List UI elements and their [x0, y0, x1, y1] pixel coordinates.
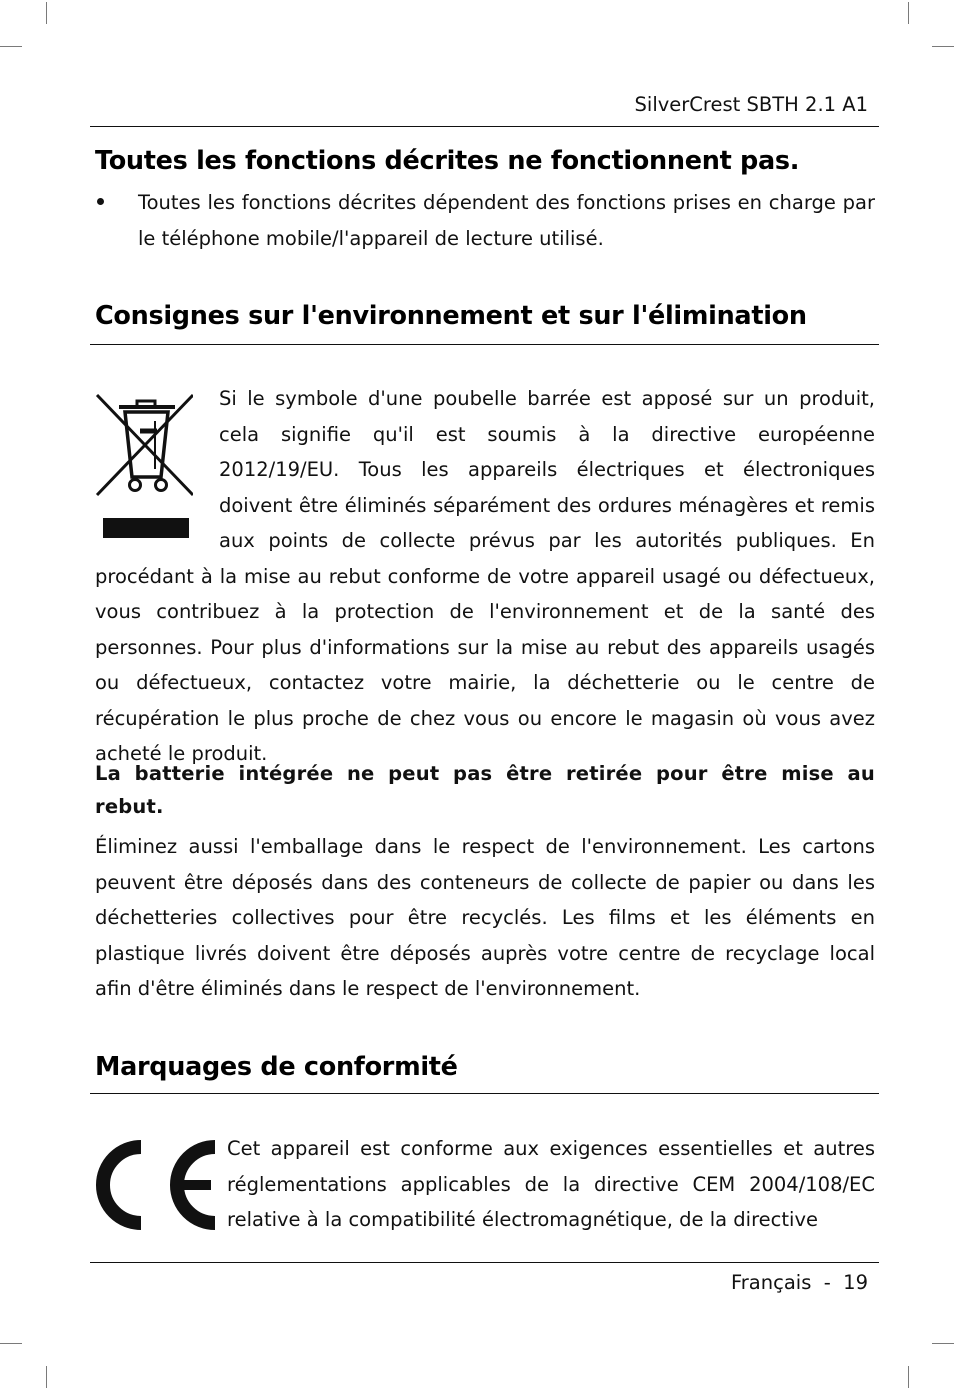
crop-mark [0, 1343, 22, 1344]
battery-note: La batterie intégrée ne peut pas être retirée pour être mise au rebut. [95, 762, 875, 818]
ce-mark-icon [95, 1139, 219, 1231]
section-heading-environment: Consignes sur l'environnement et sur l'élimination [95, 301, 807, 331]
bullet-icon [97, 198, 104, 205]
section-rule [90, 344, 879, 345]
section-heading-conformity: Marquages de conformité [95, 1052, 458, 1082]
header-rule [90, 126, 879, 127]
crop-mark [932, 46, 954, 47]
bullet-list-item [95, 185, 875, 256]
packaging-paragraph: Éliminez aussi l'emballage dans le respect de l'environnement. Les cartons peuvent être déposés dans des conteneurs de collecte de papier ou dans les déchetteries collectives pour être recyclés. Les films et les éléments en plastique livrés doivent être déposés auprès votre centre de recyclage local afin d'être éliminés dans le respect de l'environnement. [95, 835, 875, 1000]
ce-paragraph [95, 1131, 875, 1237]
ce-text: Cet appareil est conforme aux exigences essentielles et autres réglementations applicables de la directive CEM 2004/108/EC relative à la compatibilité électromagnétique, de la directive [227, 1137, 875, 1231]
crop-mark [932, 1343, 954, 1344]
crop-mark [908, 2, 909, 24]
section-rule [90, 1093, 879, 1094]
section-heading-functions: Toutes les fonctions décrites ne fonctionnent pas. [95, 146, 800, 176]
crop-mark [46, 1366, 47, 1388]
page-footer: Français - 19 [730, 1271, 868, 1294]
crop-mark [0, 46, 22, 47]
footer-rule [90, 1262, 879, 1263]
crop-mark [46, 2, 47, 24]
crossed-out-wheelie-bin-icon [95, 381, 193, 543]
crop-mark [908, 1366, 909, 1388]
weee-text: Si le symbole d'une poubelle barrée est apposé sur un produit, cela signifie qu'il est soumis à la directive européenne 2012/19/EU. Tous les appareils électriques et électroniques doivent être éliminés séparément des ordures ménagères et remis aux points de collecte prévus par les autorités publiques. En procédant à la mise au rebut conforme de votre appareil usagé ou défectueux, vous contribuez à la protection de l'environnement et de la santé des personnes. Pour plus d'informations sur la mise au rebut des appareils usagés ou défectueux, contactez votre mairie, la déchetterie ou le centre de récupération le plus proche de chez vous ou encore le magasin où vous avez acheté le produit. [95, 387, 875, 765]
running-head: SilverCrest SBTH 2.1 A1 [634, 93, 868, 116]
bullet-text: Toutes les fonctions décrites dépendent des fonctions prises en charge par le téléphone mobile/l'appareil de lecture utilisé. [138, 191, 875, 250]
weee-paragraph [95, 381, 875, 772]
